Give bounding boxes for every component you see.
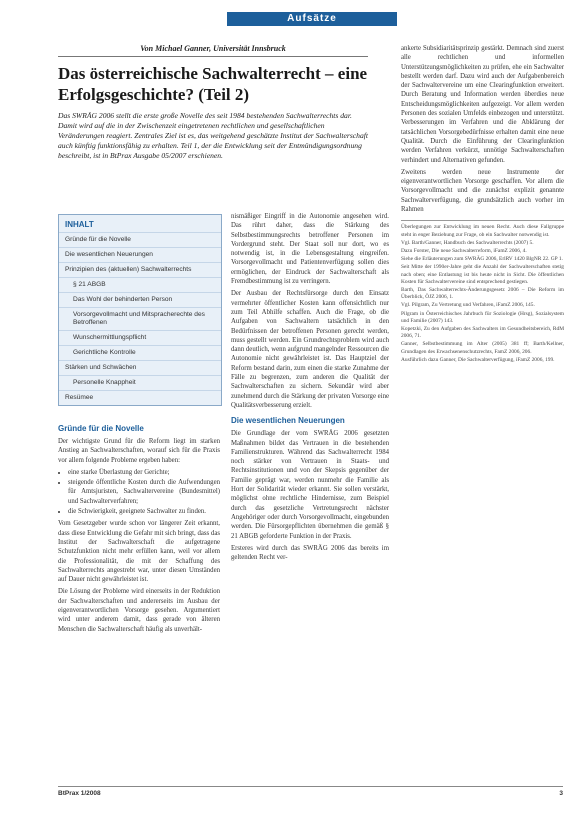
- paragraph: Die Lösung der Probleme wird einerseits in der Reduktion der Sachwalterschaften und andererseits im Ausbau der eigenverantwortlichen Vorsorge gesehen. Argumentiert wird unter anderem damit, dass gerade von älteren Menschen die Sachwalterschaft häufig als unverhält-: [58, 588, 220, 633]
- footnote: Barth, Das Sachwalterrechts-Änderungsgesetz 2006 – Die Reform im Überblick, ÖJZ 2006, 1.: [401, 286, 564, 301]
- footnote: Vgl. Barth/Ganner, Handbuch des Sachwalterrechts (2007) 5.: [401, 239, 534, 246]
- toc-item: Prinzipien des (aktuellen) Sachwalterrechts: [59, 262, 221, 277]
- page-footer: [58, 786, 563, 797]
- toc-item: Resümee: [59, 390, 221, 405]
- column-middle: [231, 212, 389, 565]
- paragraph: nismäßiger Eingriff in die Autonomie angesehen wird. Das rührt daher, dass die Stärkung des Selbstbestimmungsrechts betroffener Personen im Vordergrund steht. Der Staat soll nur dort, wo es notwendig ist, in die Lebensgestaltung eingreifen. Vorsorgevollmacht und Patientenverfügung sollen dies ermöglichen, der Eindruck der Sachwalterschaft als Fremdbestimmung ist zu verringern.: [231, 213, 389, 286]
- section-heading: Gründe für die Novelle: [58, 424, 144, 433]
- toc-item: Das Wohl der behinderten Person: [59, 292, 221, 307]
- footnote: Pilgram in Österreichisches Jahrbuch für Soziologie (Hrsg), Sozialsystem und Familie (2007) 143.: [401, 310, 564, 324]
- table-of-contents: [58, 214, 222, 406]
- article-title: Das österreichische Sachwalterrecht – eine Erfolgsgeschichte? (Teil 2): [58, 64, 368, 104]
- footnote: Kopetzki, Zu den Aufgaben des Sachwalters im Gesundheitsbereich, RdM 2006, 71.: [401, 325, 564, 340]
- toc-item: § 21 ABGB: [59, 277, 221, 292]
- problem-list: [58, 468, 220, 516]
- toc-heading: INHALT: [65, 220, 94, 229]
- footnotes: [401, 220, 564, 364]
- toc-item: Die wesentlichen Neuerungen: [59, 247, 221, 262]
- column-right: [401, 44, 564, 365]
- footnote: Vgl. Pilgram, Zu Vertretung und Verfahren, iFamZ 2006, 145.: [401, 302, 535, 309]
- footnote: Seit Mitte der 1990er-Jahre geht die Anzahl der Sachwalterschaften stetig nach oben; eine Entlastung ist bis heute nicht in Sicht. Die öffentlichen Kosten für Sachwaltervereine sind entsprechend gestiegen.: [401, 264, 564, 285]
- toc-item: Gerichtliche Kontrolle: [59, 345, 221, 360]
- footnote: Überlegungen zur Entwicklung im neuen Recht. Auch diese Fallgruppe steht in enger Beziehung zur Frage, ob ein Sachwalter notwendig ist.: [401, 224, 564, 238]
- toc-item: Wunschermittlungspflicht: [59, 330, 221, 345]
- column-left: [58, 418, 220, 637]
- list-item: • eine starke Überlastung der Gerichte;: [68, 468, 220, 477]
- page-number: 3: [559, 790, 563, 797]
- paragraph: Ersteres wird durch das SWRÄG 2006 das bereits im geltenden Recht ver-: [231, 544, 389, 562]
- footnote: Dazu Forster, Die neue Sachwalterreform, iFamZ 2006, 4.: [401, 247, 527, 254]
- list-item: • steigende öffentliche Kosten durch die Aufwendungen für Amtsjuristen, Sachwaltervereine (Bundesmittel) und Sachwalterverfahren;: [68, 478, 220, 506]
- section-heading: Die wesentlichen Neuerungen: [231, 416, 345, 426]
- toc-item: Stärken und Schwächen: [59, 360, 221, 375]
- paragraph: Zweitens werden neue Instrumente der eigenverantwortlichen Vorsorge geschaffen. Vor allem die Vorsorgevollmacht und die zunächst explizit genannte Sachwalterverfügung, die grundsätzlich auch vorher im Rahmen: [401, 168, 564, 214]
- footnote: Ganner, Selbstbestimmung im Alter (2005) 381 ff; Barth/Kellner, Grundlagen des Erwachsenenschutzrechts, FamZ 2006, 206.: [401, 341, 564, 355]
- article-abstract: Das SWRÄG 2006 stellt die erste große Novelle des seit 1984 bestehenden Sachwalterrechts dar. Damit wird auf die in der Zwischenzeit eingetretenen rechtlichen und gesellschaftlichen Veränderungen reagiert. Zentrales Ziel ist es, das weitgehend geschätzte Institut der Sachwalterschaft auch künftig funktionsfähig zu erhalten. Teil 1, der die Entwicklung seit der Entmündigungsordnung beschreibt, ist in BtPrax Ausgabe 05/2007 erschienen.: [58, 111, 368, 160]
- toc-item: Gründe für die Novelle: [59, 232, 221, 247]
- paragraph: Der wichtigste Grund für die Reform liegt im starken Anstieg an Sachwalterschaften, worauf sich für die Praxis vor allem folgende Probleme ergeben haben:: [58, 438, 220, 464]
- list-item: • die Schwierigkeit, geeignete Sachwalter zu finden.: [68, 507, 220, 516]
- footnote: Ausführlich dazu Ganner, Die Sachwalterverfügung, iFamZ 2006, 199.: [401, 356, 555, 363]
- article-head: [58, 44, 368, 161]
- paragraph: ankerte Subsidiaritätsprinzip gestärkt. Demnach sind zuerst alle rechtlichen und informellen Unterstützungsmöglichkeiten zu prüfen, ehe ein Sachwalter bestellt werden darf. Dazu wird auch der Aufgabenbereich der Sachwaltervereine um eine Clearingfunktion erweitert. Durch Beratung und Information werden überdies neue Entscheidungsmöglichkeiten aufgezeigt. Vor allem werden Personen des sozialen Umfelds einbezogen und unterstützt. Verbesserungen im Verfahren und die Abklärung der tatsächlichen Vorsorgebedürfnisse erhalten damit eine neue Qualität. Durch die Einführung der Clearingfunktion werden Verfahren verkürzt, unnötige Sachwalterschaften verhindert und Alternativen gefunden.: [401, 45, 564, 164]
- footnote: Siehe die Erläuterungen zum SWRÄG 2006, ErlRV 1420 BlgNR 22. GP 1.: [401, 256, 563, 263]
- author-line: Von Michael Ganner, Universität Innsbruck: [58, 44, 368, 57]
- toc-item: Vorsorgevollmacht und Mitspracherechte des Betroffenen: [59, 307, 221, 330]
- journal-issue: BtPrax 1/2008: [58, 790, 101, 797]
- section-header-band: Aufsätze: [227, 12, 397, 26]
- paragraph: Vom Gesetzgeber wurde schon vor längerer Zeit erkannt, dass diese Entwicklung die Gefahr mit sich bringt, dass das Institut der Sachwalterschaft die aufgetragene Schutzfunktion nicht mehr erfüllen kann, weil vor allem die Professionalität, die mit der Schaffung des Sachwalterrechts angestrebt war, unter diesen Umständen auf Dauer nicht gewährleistet ist.: [58, 520, 220, 584]
- paragraph: Die Grundlage der vom SWRÄG 2006 gesetzten Maßnahmen bildet das Vertrauen in die bestehenden Familienstrukturen. Während das Sachwalterrecht 1984 noch stärker von Vertrauen in Staats- und Rechtsinstitutionen und von der Skepsis gegenüber der Familie geprägt war, werden nunmehr die Familie als Hort der Solidarität wieder erkannt. Sie sollen verstärkt, möglichst ohne rechtliche Hindernisse, zum Beispiel durch das gesetzliche Vertretungsrecht nächster Angehöriger oder durch Vorsorgevollmacht, eingebunden werden. Die Fürsorgepflichten übernehmen die gemäß § 21 ABGB geforderte Funktion in der Praxis.: [231, 430, 389, 540]
- toc-item: Personelle Knappheit: [59, 375, 221, 390]
- paragraph: Der Ausbau der Rechtsfürsorge durch den Einsatz vermehrter öffentlicher Kosten kann offensichtlich nur zum Teil Abhilfe schaffen. Auch die Frage, ob die Aufgaben von Sachwaltern tatsächlich in den Bedürfnissen der betroffenen Personen gerecht werden, muss gestellt werden. Ein Grundrechtsproblem wird auch dann deutlich, wenn aufgrund mangelnder Ressourcen die Autonomie nicht gewährleistet ist. Das Hauptziel der Reform bestand darin, zum einen die starke Zunahme der Fälle zu begrenzen, zum anderen die Qualität der Sachwalterschaften zu sichern. Sekundär wird aber zunehmend durch die Stärkung der privaten Vorsorge eine Qualitätsverbesserung erzielt.: [231, 290, 389, 409]
